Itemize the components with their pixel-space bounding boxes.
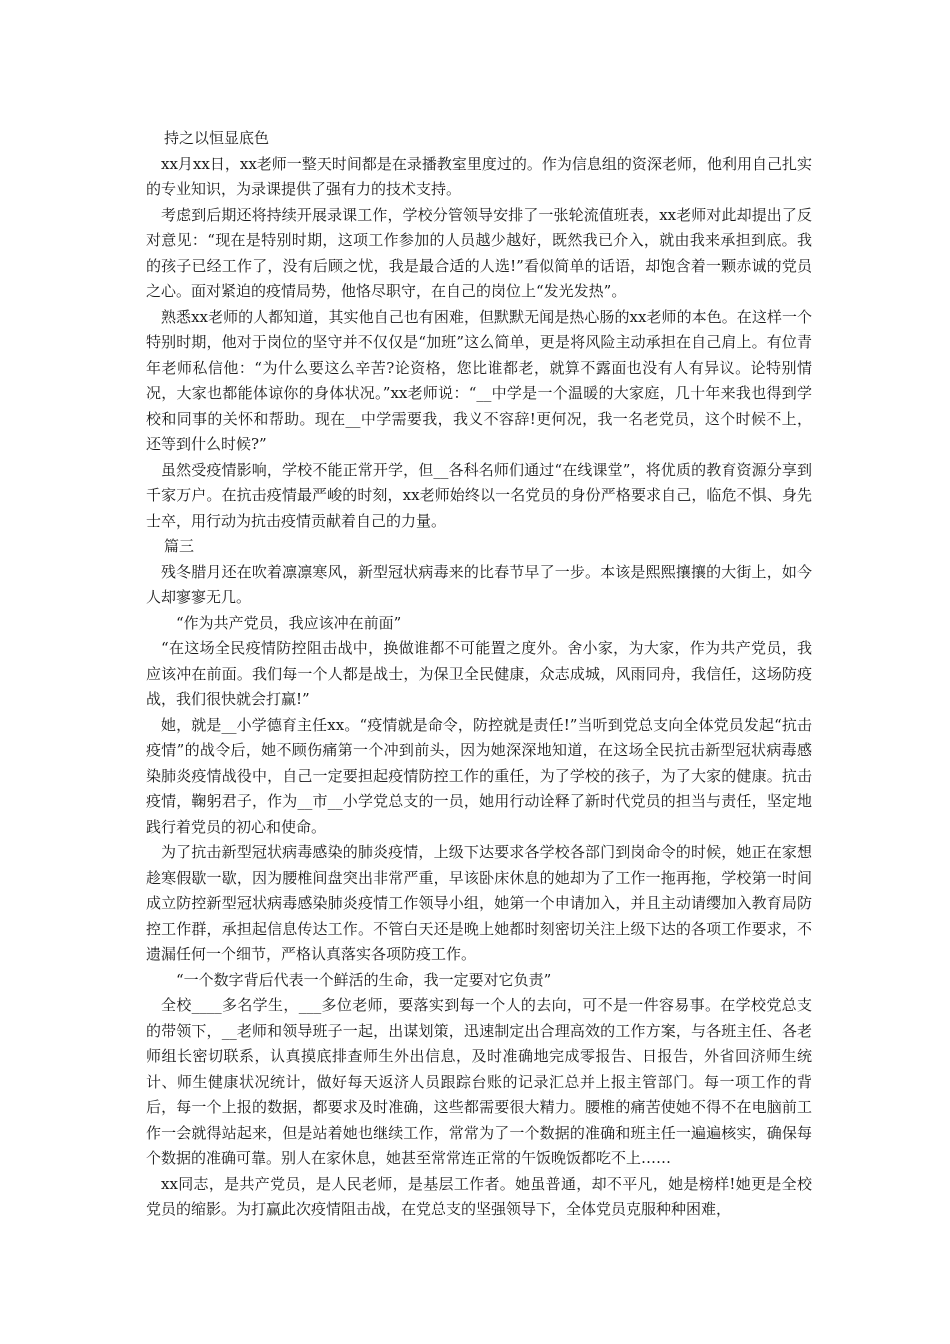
body-paragraph: 残冬腊月还在吹着凛凛寒风，新型冠状病毒来的比春节早了一步。本该是熙熙攘攘的大街上，如今人却寥寥无几。 (146, 562, 812, 606)
document-page (146, 126, 812, 1223)
section-heading: 持之以恒显底色 (164, 129, 270, 147)
body-paragraph: 虽然受疫情影响，学校不能正常开学，但__各科名师们通过“在线课堂”，将优质的教育资源分享到千家万户。在抗击疫情最严峻的时刻，xx老师始终以一名党员的身份严格要求自己，临危不惧、身先士卒，用行动为抗击疫情贡献着自己的力量。 (146, 460, 812, 530)
body-paragraph: 她，就是__小学德育主任xx。“疫情就是命令，防控就是责任!”当听到党总支向全体党员发起“抗击疫情”的战令后，她不顾伤痛第一个冲到前头，因为她深深地知道，在这场全民抗击新型冠状病毒感染肺炎疫情战役中，自己一定要担起疫情防控工作的重任，为了学校的孩子，为了大家的健康。抗击疫情，鞠躬君子，作为__市__小学党总支的一员，她用行动诠释了新时代党员的担当与责任，坚定地践行着党员的初心和使命。 (146, 715, 812, 836)
quote-heading: “作为共产党员，我应该冲在前面” (176, 613, 402, 632)
body-paragraph: xx月xx日，xx老师一整天时间都是在录播教室里度过的。作为信息组的资深老师，他利用自己扎实的专业知识，为录课提供了强有力的技术支持。 (146, 154, 812, 198)
body-paragraph: xx同志，是共产党员，是人民老师，是基层工作者。她虽普通，却不平凡，她是榜样!她更是全校党员的缩影。为打赢此次疫情阻击战，在党总支的坚强领导下，全体党员克服种种困难， (146, 1174, 812, 1218)
body-paragraph: 全校____多名学生，___多位老师，要落实到每一个人的去向，可不是一件容易事。在学校党总支的带领下，__老师和领导班子一起，出谋划策，迅速制定出合理高效的工作方案，与各班主任、各老师组长密切联系，认真摸底排查师生外出信息，及时准确地完成零报告、日报告，外省回济师生统计、师生健康状况统计，做好每天返济人员跟踪台账的记录汇总并上报主管部门。每一项工作的背后，每一个上报的数据，都要求及时准确，这些都需要很大精力。腰椎的痛苦使她不得不在电脑前工作一会就得站起来，但是站着她也继续工作，常常为了一个数据的准确和班主任一遍遍核实，确保每个数据的准确可靠。别人在家休息，她甚至常常连正常的午饭晚饭都吃不上…… (146, 996, 812, 1167)
chapter-heading: 篇三 (164, 537, 195, 555)
quote-heading: “一个数字背后代表一个鲜活的生命，我一定要对它负责” (176, 970, 552, 989)
body-paragraph: 考虑到后期还将持续开展录课工作，学校分管领导安排了一张轮流值班表，xx老师对此却提出了反对意见：“现在是特别时期，这项工作参加的人员越少越好，既然我已介入，就由我来承担到底。我的孩子已经工作了，没有后顾之忧，我是最合适的人选!”看似简单的话语，却饱含着一颗赤诚的党员之心。面对紧迫的疫情局势，他恪尽职守，在自己的岗位上“发光发热”。 (146, 205, 812, 300)
body-paragraph: 为了抗击新型冠状病毒感染的肺炎疫情，上级下达要求各学校各部门到岗命令的时候，她正在家想趁寒假歇一歇，因为腰椎间盘突出非常严重，早该卧床休息的她却为了工作一拖再拖，学校第一时间成立防控新型冠状病毒感染肺炎疫情工作领导小组，她第一个申请加入，并且主动请缨加入教育局防控工作群，承担起信息传达工作。不管白天还是晚上她都时刻密切关注上级下达的各项工作要求，不遗漏任何一个细节，严格认真落实各项防疫工作。 (146, 843, 812, 963)
body-paragraph: “在这场全民疫情防控阻击战中，换做谁都不可能置之度外。舍小家，为大家，作为共产党员，我应该冲在前面。我们每一个人都是战士，为保卫全民健康，众志成城，风雨同舟，我信任，这场防疫战，我们很快就会打赢!” (146, 639, 812, 708)
body-paragraph: 熟悉xx老师的人都知道，其实他自己也有困难，但默默无闻是热心肠的xx老师的本色。在这样一个特别时期，他对于岗位的坚守并不仅仅是“加班”这么简单，更是将风险主动承担在自己肩上。有位青年老师私信他：“为什么要这么辛苦?论资格，您比谁都老，就算不露面也没有人有异议。论特别情况，大家也都能体谅你的身体状况。”xx老师说：“__中学是一个温暖的大家庭，几十年来我也得到学校和同事的关怀和帮助。现在__中学需要我，我义不容辞!更何况，我一名老党员，这个时候不上，还等到什么时候?” (146, 307, 812, 453)
